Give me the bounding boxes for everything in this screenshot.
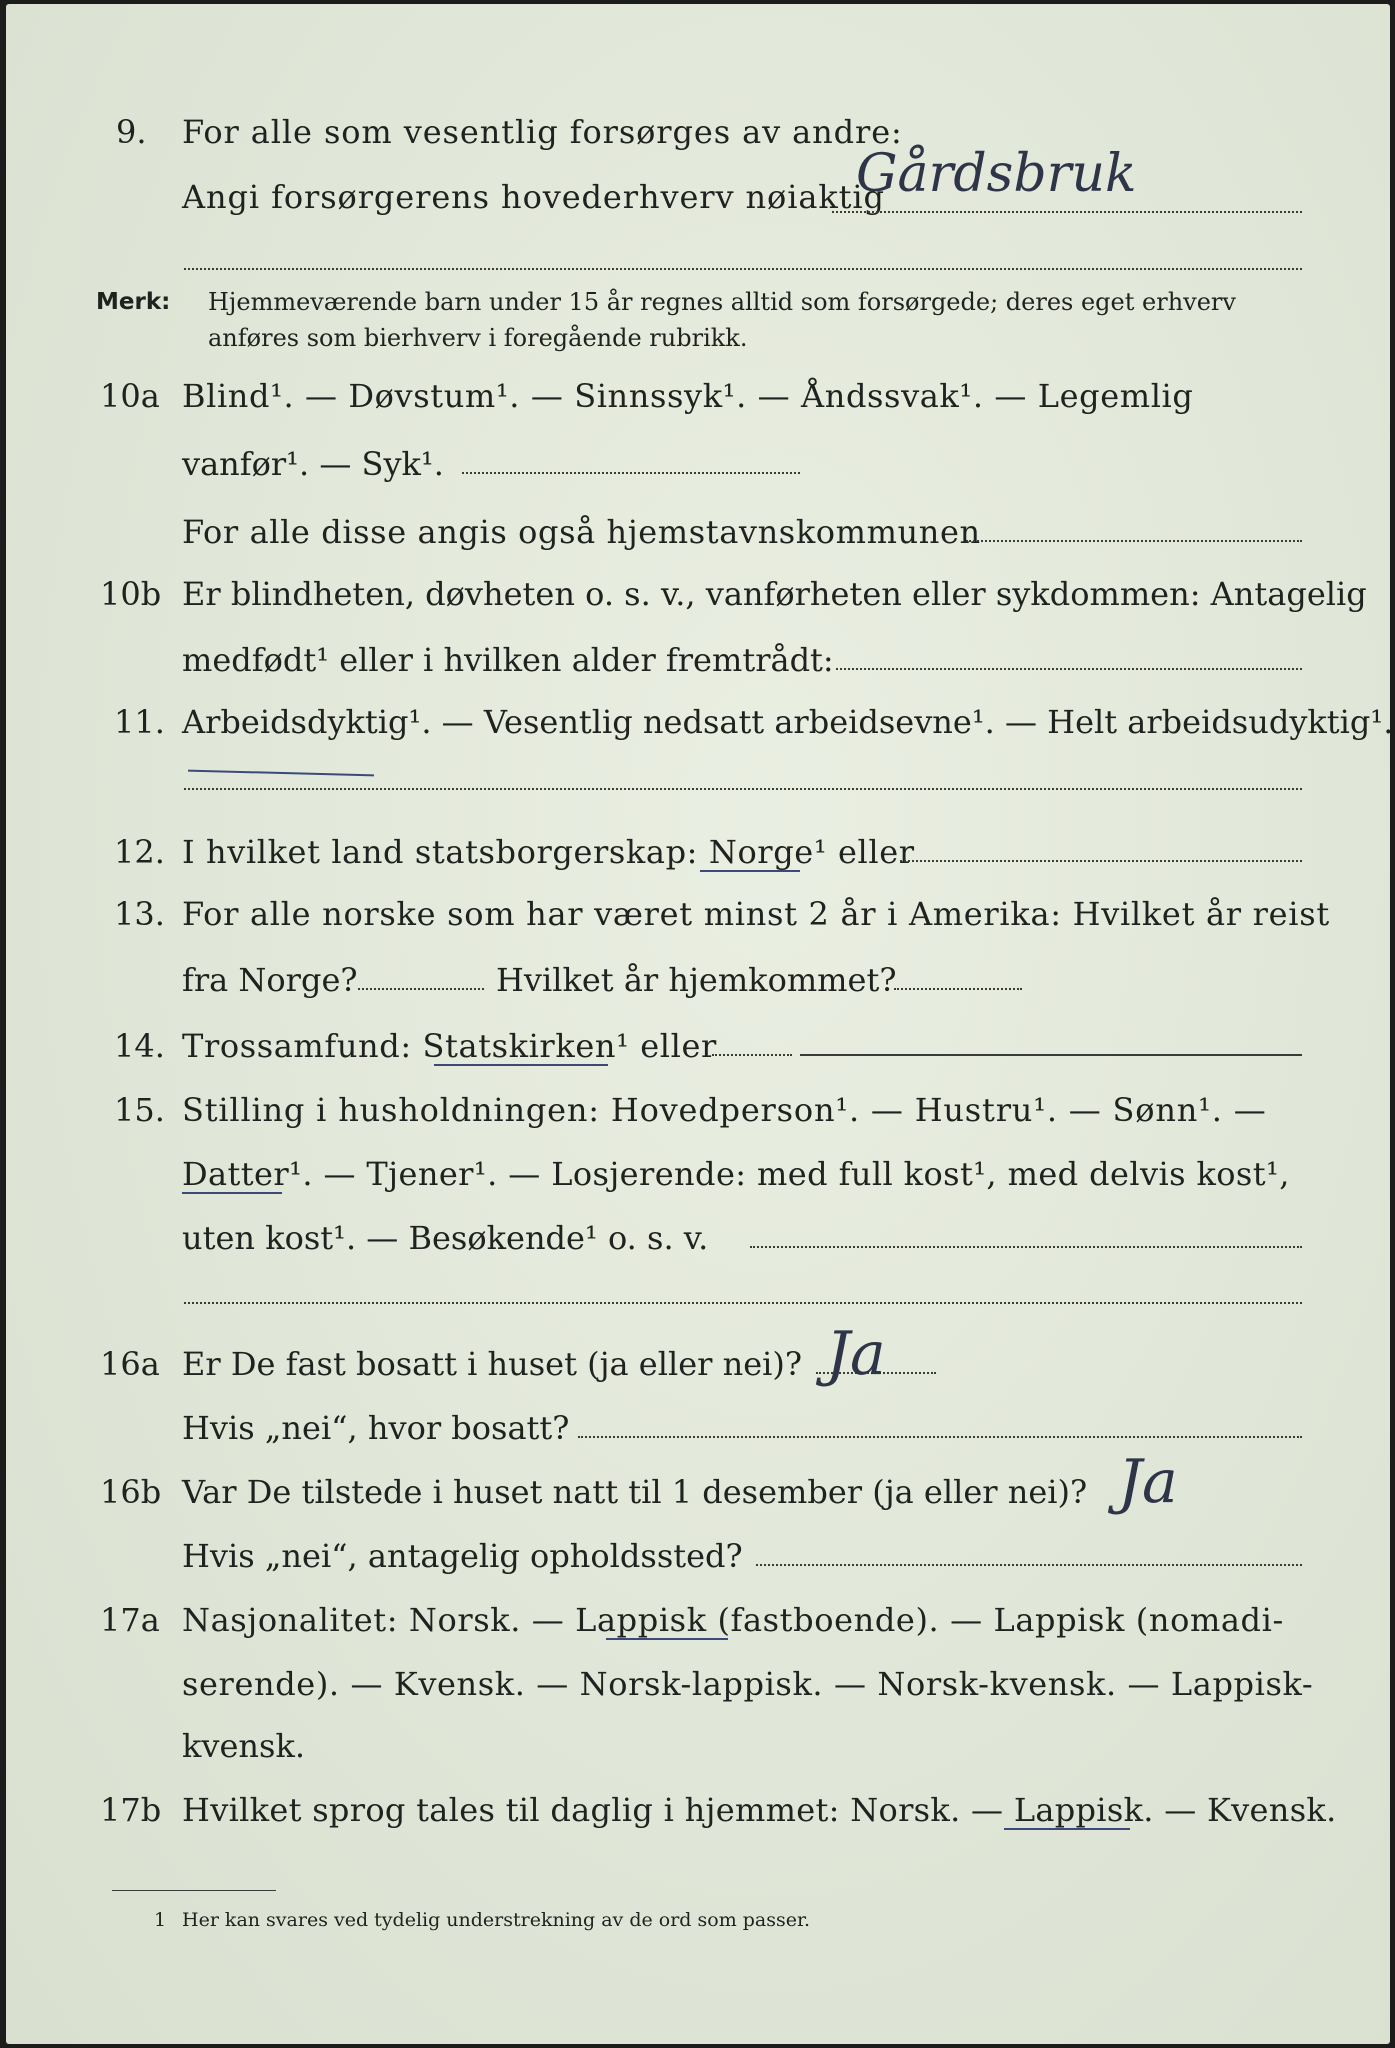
q13-line1: For alle norske som har været minst 2 år i Amerika: Hvilket år reist (182, 895, 1330, 933)
q15-extra-line (184, 1302, 1302, 1304)
q17a-line2: serende). — Kvensk. — Norsk-lappisk. — Norsk-kvensk. — Lappisk- (182, 1665, 1314, 1703)
q10a-line2: vanfør¹. — Syk¹. (182, 445, 444, 483)
q17a-number: 17a (100, 1601, 160, 1639)
q10b-alder-line (836, 668, 1302, 670)
q13-reist-line (358, 988, 484, 990)
q15-number: 15. (114, 1091, 165, 1129)
q16a-line1: Er De fast bosatt i huset (ja eller nei)? (182, 1345, 803, 1383)
q10b-number: 10b (100, 575, 162, 613)
q15-stilling-line (750, 1246, 1302, 1248)
footnote-mark: 1 (154, 1909, 167, 1931)
q16b-number: 16b (100, 1473, 162, 1511)
q17b-lappisk-underline (1004, 1828, 1130, 1830)
merk-label: Merk: (96, 289, 171, 315)
census-form-page (6, 4, 1394, 2044)
q12-norge-underline (700, 870, 800, 872)
q16a-bosatt-line (578, 1436, 1302, 1438)
q11-line1: Arbeidsdyktig¹. — Vesentlig nedsatt arbeidsevne¹. — Helt arbeidsudyktig¹. (182, 703, 1394, 741)
q13-hjemkommet-line (894, 988, 1022, 990)
q10a-syk-line (462, 472, 800, 474)
q15-line3: uten kost¹. — Besøkende¹ o. s. v. (182, 1219, 709, 1257)
q14-statskirken-underline (434, 1064, 608, 1066)
q14-number: 14. (114, 1027, 165, 1065)
q14-line1: Trossamfund: Statskirken¹ eller (182, 1027, 717, 1065)
q11-extra-line (184, 788, 1302, 790)
q16b-line1: Var De tilstede i huset natt til 1 desember (ja eller nei)? (182, 1473, 1088, 1511)
merk-line2: anføres som bierhverv i foregående rubrikk. (208, 324, 748, 352)
q12-land-line (900, 860, 1302, 862)
q9-handwritten-answer: Gårdsbruk (856, 144, 1137, 204)
q16b-line2: Hvis „nei“, antagelig opholdssted? (182, 1537, 743, 1575)
q9-line1: For alle som vesentlig forsørges av andre: (182, 113, 903, 151)
q13-line2a: fra Norge? (182, 961, 358, 999)
q17b-number: 17b (100, 1791, 162, 1829)
q16b-handwritten-answer: Ja (1118, 1447, 1178, 1517)
q10b-line1: Er blindheten, døvheten o. s. v., vanførheten eller sykdommen: Antagelig (182, 575, 1367, 613)
q10b-line2: medfødt¹ eller i hvilken alder fremtrådt: (182, 641, 834, 679)
q12-number: 12. (114, 833, 165, 871)
q10a-hjemstavn-line (966, 540, 1302, 542)
q11-number: 11. (114, 703, 165, 741)
q16a-line2: Hvis „nei“, hvor bosatt? (182, 1409, 570, 1447)
q13-line2b: Hvilket år hjemkommet? (496, 961, 897, 999)
q16a-handwritten-answer: Ja (826, 1319, 886, 1389)
q10a-line1: Blind¹. — Døvstum¹. — Sinnssyk¹. — Åndssvak¹. — Legemlig (182, 377, 1194, 415)
q14-trossamfund-line (712, 1054, 792, 1056)
q12-line1: I hvilket land statsborgerskap: Norge¹ eller (182, 833, 915, 871)
q15-line1: Stilling i husholdningen: Hovedperson¹. — Hustru¹. — Sønn¹. — (182, 1091, 1267, 1129)
merk-line1: Hjemmeværende barn under 15 år regnes alltid som forsørgede; deres eget erhverv (208, 288, 1236, 316)
q9-answer-line (832, 211, 1302, 213)
q9-number: 9. (116, 113, 147, 151)
q15-line2: Datter¹. — Tjener¹. — Losjerende: med full kost¹, med delvis kost¹, (182, 1155, 1290, 1193)
footnote-rule (112, 1890, 276, 1891)
q9-extra-line (184, 268, 1302, 270)
q16a-number: 16a (100, 1345, 160, 1383)
q13-number: 13. (114, 895, 165, 933)
q15-datter-underline (182, 1192, 282, 1194)
q17a-line3: kvensk. (182, 1727, 305, 1765)
q14-trossamfund-solid-line (800, 1054, 1302, 1056)
q11-underline-mark (188, 770, 374, 777)
q16b-opholdssted-line (756, 1564, 1302, 1566)
q17a-lappisk-underline (606, 1638, 728, 1640)
q17b-line1: Hvilket sprog tales til daglig i hjemmet: Norsk. — Lappisk. — Kvensk. (182, 1791, 1337, 1829)
q10a-line3: For alle disse angis også hjemstavnskommunen (182, 513, 981, 551)
q9-line2: Angi forsørgerens hovederhverv nøiaktig (182, 178, 885, 216)
q17a-line1: Nasjonalitet: Norsk. — Lappisk (fastboende). — Lappisk (nomadi- (182, 1601, 1284, 1639)
footnote-text: Her kan svares ved tydelig understrekning av de ord som passer. (182, 1909, 811, 1931)
q10a-number: 10a (100, 377, 160, 415)
